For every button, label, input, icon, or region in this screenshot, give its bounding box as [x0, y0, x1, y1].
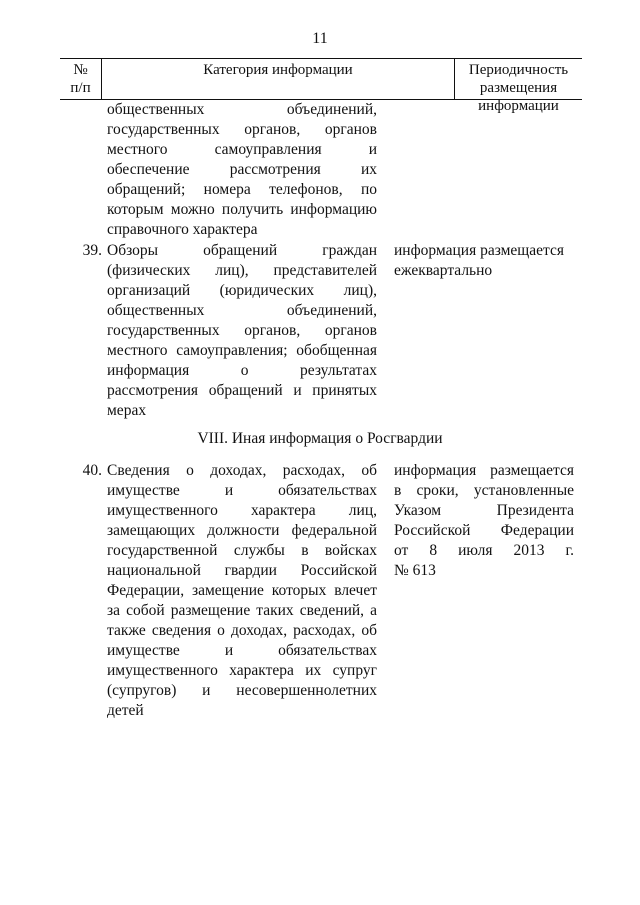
- text-line: замещающих должности федеральной: [107, 522, 377, 539]
- text-line: ежеквартально: [394, 262, 493, 279]
- item-39-periodicity-text: [394, 241, 574, 281]
- item-39-number: 39.: [82, 242, 102, 259]
- text-line: государственных органов, органов: [107, 322, 377, 339]
- text-line: организаций (юридических лиц),: [107, 282, 377, 299]
- text-line: также сведения о доходах, расходах, об: [107, 622, 377, 639]
- text-line: мерах: [107, 402, 147, 419]
- header-number-symbol: №: [73, 62, 88, 78]
- text-line: которым можно получить информацию: [107, 201, 377, 218]
- text-line: № 613: [394, 562, 436, 579]
- text-line: местного самоуправления и: [107, 141, 377, 158]
- page-number: 11: [312, 30, 328, 47]
- item-40-periodicity-text: [394, 461, 574, 581]
- text-line: Федерации, замещение которых влечет: [107, 582, 377, 599]
- text-line: Указом Президента: [394, 502, 574, 519]
- continuation-category-text: [107, 100, 377, 240]
- text-line: информация о результатах: [107, 362, 377, 379]
- section-title: VIII. Иная информация о Росгвардии: [197, 430, 443, 447]
- header-periodicity-line1: Периодичность: [468, 62, 569, 78]
- header-periodicity-column: [455, 59, 582, 114]
- header-number-abbrev: п/п: [70, 80, 91, 96]
- header-number-column: [60, 59, 102, 99]
- text-line: справочного характера: [107, 221, 258, 238]
- header-category-label: Категория информации: [203, 62, 353, 78]
- text-line: общественных объединений,: [107, 302, 377, 319]
- text-line: в сроки, установленные: [394, 482, 574, 499]
- text-line: (физических лиц), представителей: [107, 262, 377, 279]
- text-line: за собой размещение таких сведений, а: [107, 602, 377, 619]
- text-line: общественных объединений,: [107, 101, 377, 118]
- text-line: имущественного характера их супруг: [107, 662, 377, 679]
- text-line: Российской Федерации: [394, 522, 574, 539]
- text-line: имущественного характера лиц,: [107, 502, 377, 519]
- text-line: (супругов) и несовершеннолетних: [107, 682, 377, 699]
- item-40-number: 40.: [82, 462, 102, 479]
- text-line: Сведения о доходах, расходах, об: [107, 462, 377, 479]
- text-line: национальной гвардии Российской: [107, 562, 377, 579]
- item-40-category-text: [107, 461, 377, 721]
- text-line: государственных органов, органов: [107, 121, 377, 138]
- text-line: информация размещается: [394, 462, 574, 479]
- text-line: имуществе и обязательствах: [107, 642, 377, 659]
- text-line: местного самоуправления; обобщенная: [107, 342, 377, 359]
- text-line: государственной службы в войсках: [107, 542, 377, 559]
- header-periodicity-line2: размещения информации: [478, 80, 559, 114]
- text-line: детей: [107, 702, 144, 719]
- header-category-column: [102, 59, 455, 99]
- text-line: информация размещается: [394, 242, 564, 259]
- text-line: от 8 июля 2013 г.: [394, 542, 574, 559]
- text-line: обеспечение рассмотрения их: [107, 161, 377, 178]
- text-line: имуществе и обязательствах: [107, 482, 377, 499]
- text-line: рассмотрения обращений и принятых: [107, 382, 377, 399]
- text-line: обращений; номера телефонов, по: [107, 181, 377, 198]
- item-39-category-text: [107, 241, 377, 421]
- text-line: Обзоры обращений граждан: [107, 242, 377, 259]
